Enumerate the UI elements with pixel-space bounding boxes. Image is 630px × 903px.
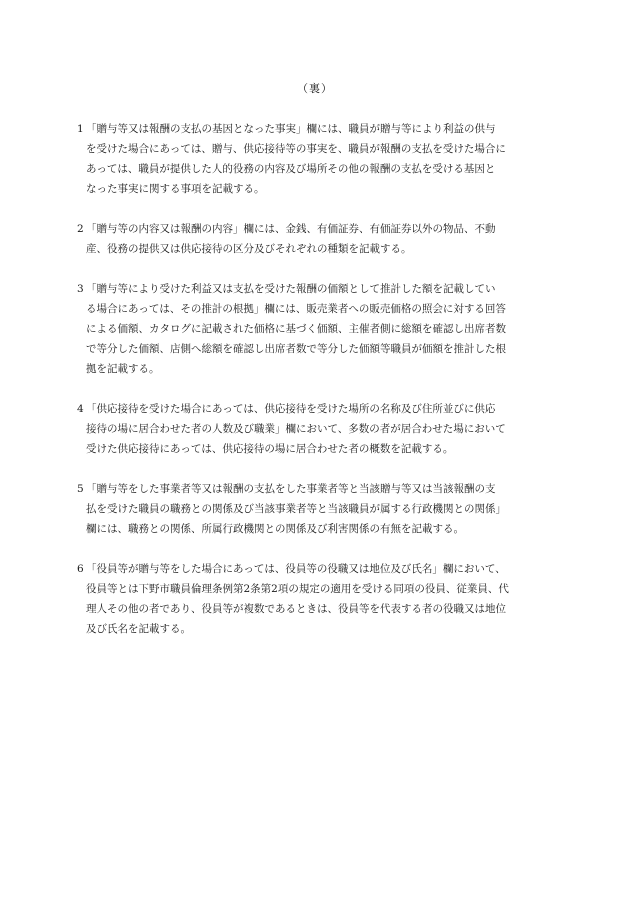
notes-list (77, 119, 557, 659)
note-text (86, 479, 557, 539)
note-line: 及び氏名を記載する。 (86, 623, 191, 635)
note-text (86, 399, 557, 459)
note-line: 「贈与等又は報酬の支払の基因となった事実」欄には、職員が贈与等により利益の供与 (86, 123, 496, 135)
note-line: 「役員等が贈与等をした場合にあっては、役員等の役職又は地位及び氏名」欄において、 (86, 563, 506, 575)
note-line: なった事実に関する事項を記載する。 (86, 183, 265, 195)
note-line: 受けた供応接待にあっては、供応接待の場に居合わせた者の概数を記載する。 (86, 443, 454, 455)
note-line: を受けた場合にあっては、贈与、供応接待等の事実を、職員が報酬の支払を受けた場合に (86, 143, 506, 155)
note-number: 2 (77, 223, 84, 235)
note-line: 「贈与等をした事業者等又は報酬の支払をした事業者等と当該贈与等又は当該報酬の支 (86, 483, 496, 495)
note-line: る場合にあっては、その推計の根拠」欄には、販売業者への販売価格の照会に対する回答 (86, 303, 506, 315)
note-number: 1 (77, 123, 84, 135)
note-line: による価額、カタログに記載された価格に基づく価額、主催者側に総額を確認し出席者数 (86, 323, 506, 335)
note-line: 産、役務の提供又は供応接待の区分及びそれぞれの種類を記載する。 (86, 243, 412, 255)
note-line: 役員等とは下野市職員倫理条例第2条第2項の規定の適用を受ける同項の役員、従業員、代 (86, 583, 509, 595)
note-line: 拠を記載する。 (86, 363, 160, 375)
note-item (77, 559, 557, 639)
note-line: 理人その他の者であり、役員等が複数であるときは、役員等を代表する者の役職又は地位 (86, 603, 506, 615)
note-line: 払を受けた職員の職務との関係及び当該事業者等と当該職員が属する行政機関との関係」 (86, 503, 506, 515)
note-number: 6 (77, 563, 84, 575)
note-item (77, 399, 557, 459)
note-text (86, 119, 557, 199)
note-text (86, 219, 557, 259)
note-item (77, 479, 557, 539)
page-heading: （裏） (297, 82, 333, 95)
note-text (86, 279, 557, 379)
note-item (77, 119, 557, 199)
note-text (86, 559, 557, 639)
note-line: 接待の場に居合わせた者の人数及び職業」欄において、多数の者が居合わせた場において (86, 423, 506, 435)
note-item (77, 219, 557, 259)
note-number: 3 (77, 283, 84, 295)
note-line: 「贈与等により受けた利益又は支払を受けた報酬の価額として推計した額を記載してい (86, 283, 496, 295)
note-line: 「供応接待を受けた場合にあっては、供応接待を受けた場所の名称及び住所並びに供応 (86, 403, 496, 415)
note-line: 欄には、職務との関係、所属行政機関との関係及び利害関係の有無を記載する。 (86, 523, 464, 535)
note-line: あっては、職員が提供した人的役務の内容及び場所その他の報酬の支払を受ける基因と (86, 163, 496, 175)
note-item (77, 279, 557, 379)
note-number: 5 (77, 483, 84, 495)
note-line: 「贈与等の内容又は報酬の内容」欄には、金銭、有価証券、有価証券以外の物品、不動 (86, 223, 496, 235)
note-number: 4 (77, 403, 84, 415)
note-line: で等分した価額、店側へ総額を確認し出席者数で等分した価額等職員が価額を推計した根 (86, 343, 506, 355)
